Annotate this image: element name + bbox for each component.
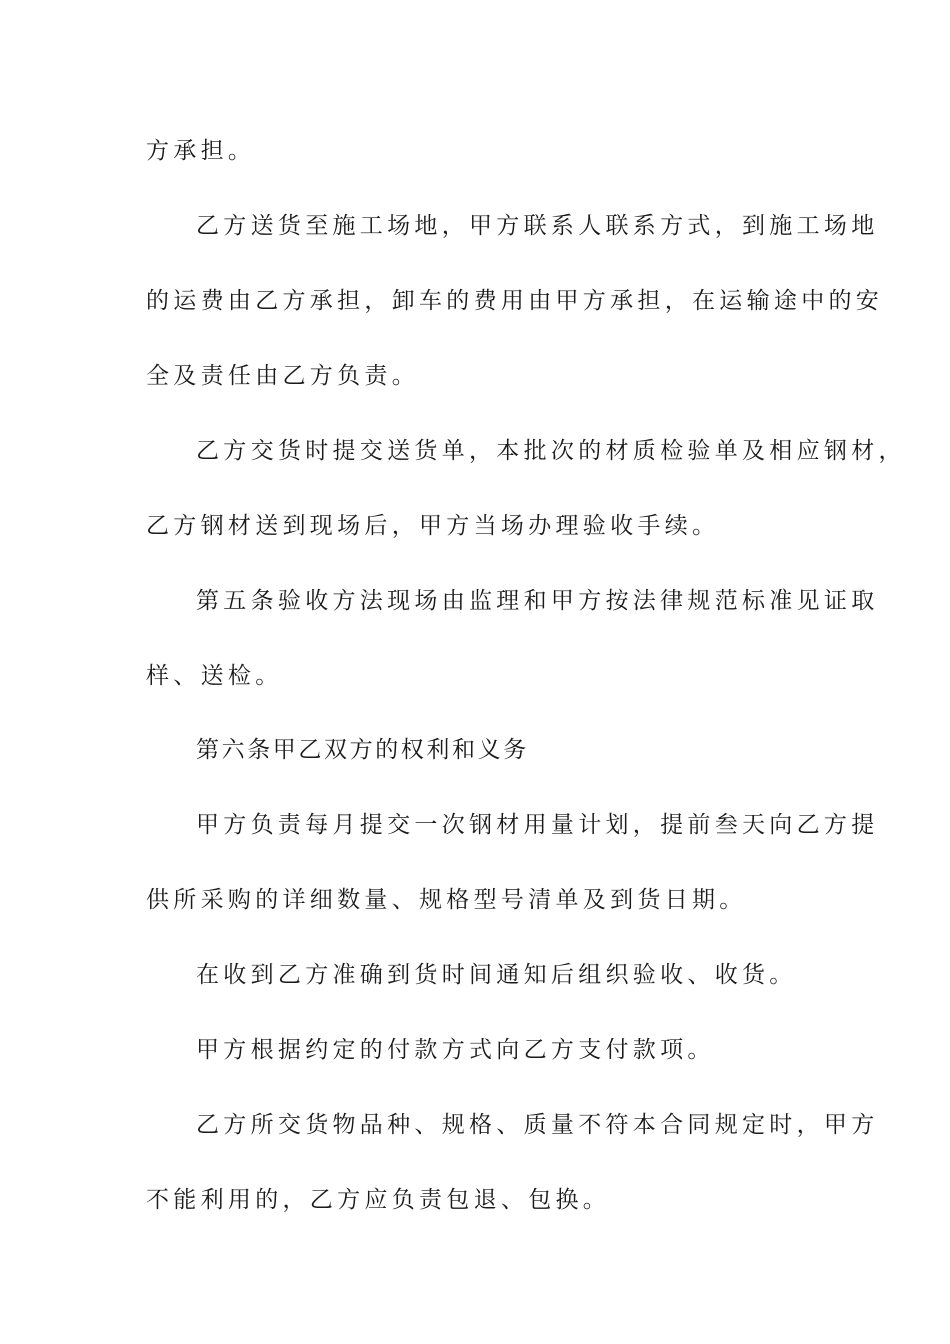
text-line: 乙方送货至施工场地，甲方联系人联系方式，到施工场地 bbox=[196, 213, 879, 239]
text-line: 甲方根据约定的付款方式向乙方支付款项。 bbox=[196, 1037, 715, 1063]
text-line: 供所采购的详细数量、规格型号清单及到货日期。 bbox=[146, 887, 747, 913]
text-line: 全及责任由乙方负责。 bbox=[146, 363, 419, 389]
text-line: 方承担。 bbox=[146, 138, 256, 164]
text-line: 在收到乙方准确到货时间通知后组织验收、收货。 bbox=[196, 962, 797, 988]
section-heading: 第六条甲乙双方的权利和义务 bbox=[196, 737, 529, 763]
text-line: 第五条验收方法现场由监理和甲方按法律规范标准见证取 bbox=[196, 588, 879, 614]
text-line: 样、送检。 bbox=[146, 663, 283, 689]
text-line: 乙方钢材送到现场后，甲方当场办理验收手续。 bbox=[146, 513, 720, 539]
text-line: 的运费由乙方承担，卸车的费用由甲方承担，在运输途中的安 bbox=[146, 288, 884, 314]
text-line: 乙方交货时提交送货单，本批次的材质检验单及相应钢材， bbox=[196, 438, 906, 464]
text-line: 不能利用的，乙方应负责包退、包换。 bbox=[146, 1187, 611, 1213]
text-line: 甲方负责每月提交一次钢材用量计划，提前叁天向乙方提 bbox=[196, 812, 879, 838]
text-line: 乙方所交货物品种、规格、质量不符本合同规定时，甲方 bbox=[196, 1112, 879, 1138]
